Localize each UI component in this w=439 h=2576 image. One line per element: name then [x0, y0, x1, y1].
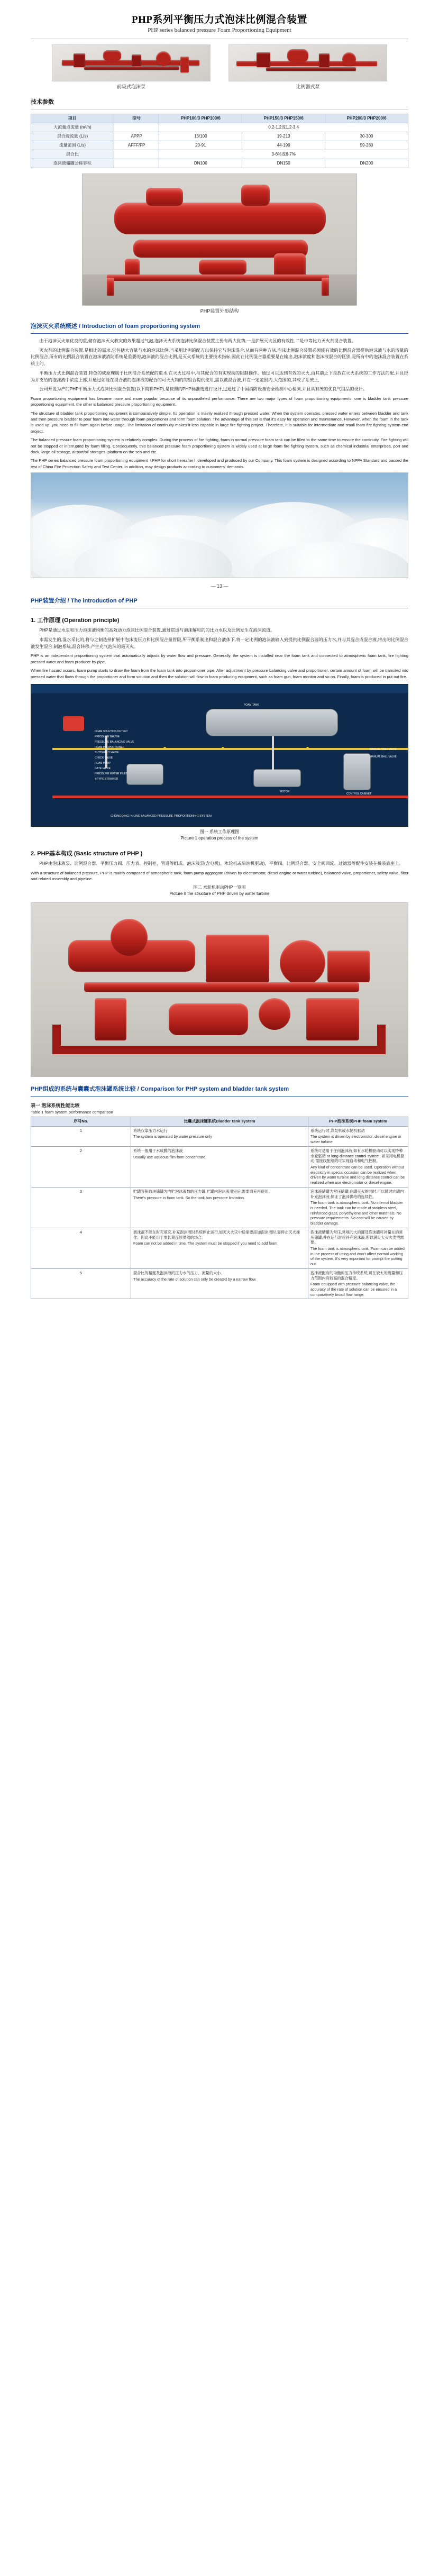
diagram-label: BUTTERFLY VALVE — [95, 751, 119, 754]
table-row — [31, 159, 408, 168]
row-label: 泡沫液储罐公称容积 — [31, 159, 114, 168]
cell-cn: 混合比的精度及泡沫液的压力水的压力、流量的大小。 — [133, 1270, 225, 1275]
row-value: 13/100 — [159, 132, 242, 141]
cell-cn: 泡沫液不能在时充填充,补充泡沫液时系统停止运行,如灭火火灾中途需要添加泡沫液时,需停止灭火操作。因此不能用于需长期连续供给的场合。 — [133, 1229, 300, 1240]
page-number: — 13 — — [211, 583, 228, 589]
intro-en-paragraph: Foam proportioning equipment has become more and more popular because of its unparalleled performance. There are two major types of foam proportioning equipments: one is bladder tank pressure proportioning equipment, the other is balanced pressure proportioning equipment. — [31, 396, 408, 407]
picture1-caption — [31, 829, 408, 842]
cell-en: The foam tank is atmospheric tank. Foam can be added in the process of using and won't affect normal working of the system. It's very important for prompt fire putting out. — [310, 1246, 405, 1267]
row-value: 0.2-1.2或1.2-3.4 — [159, 123, 408, 132]
pipe-run — [52, 796, 408, 798]
cell-en: Usually use aqueous film-form concentrate — [133, 1154, 206, 1159]
diagram-label: FOAM SOLUTION OUTLET — [95, 729, 128, 733]
product-image-row — [31, 44, 408, 90]
diagram-label: MANUAL BALL VALVE — [370, 747, 397, 751]
diagram-label: MOTOR — [280, 790, 290, 793]
cell-cn: 系统一般用于水成膜的泡沫液 — [133, 1148, 183, 1153]
row-label: 混合比 — [31, 150, 114, 159]
row-value: 3-6%或6-7% — [159, 150, 408, 159]
th-bladder-tank: 比囊式泡沫罐系统Bladder tank system — [131, 1117, 308, 1126]
php-intro-heading: PHP装置介绍 / The introduction of PHP — [31, 598, 138, 605]
page-subtitle: PHP series balanced pressure Foam Proportioning Equipment — [148, 27, 291, 33]
row-model: APPP — [114, 132, 159, 141]
th-item: 项目 — [31, 114, 114, 123]
tech-params-heading: 技术参数 — [31, 99, 54, 105]
foam-pump-photo — [52, 44, 211, 81]
cell-en: The foam tank is atmospheric tank. No internal bladder is needed. The tank can be made of stainless steel, reinforced glass, polyethylene and other materials. No pressure requirements. No cost will be caused by bladder damage. — [310, 1200, 403, 1226]
row-index: 5 — [31, 1268, 131, 1299]
comparison-table-title-cn: 表一 泡沫系统性能比较 — [31, 1103, 80, 1109]
comparison-table — [31, 1117, 408, 1299]
row-label: 混合液流量 (L/s) — [31, 132, 114, 141]
comparison-divider — [31, 1096, 408, 1097]
row-value: 59-280 — [325, 141, 408, 150]
table-header-row — [31, 114, 408, 123]
diagram-label: GATE VALVE — [95, 766, 111, 770]
row-index: 1 — [31, 1126, 131, 1146]
th-php150: PHP150/3 PHP150/6 — [242, 114, 325, 123]
pipe-run — [272, 736, 274, 770]
cell-cn: 贮罐容积取决储罐为内贮泡沫液数的压力罐,贮罐内泡沫液用完后,需要填充再使用。 — [133, 1189, 272, 1194]
php-cell — [308, 1228, 408, 1268]
table-row — [31, 141, 408, 150]
intro-en-paragraph: The structure of bladder tank proportioning equipment is comparatively simple. Its operation is mainly realized through pressed water. When the system operates, pressed water enters between bladder and tank and then pressure bladder to pour foam into water through foam proportioner and form foam solution. The advantage of this set is that it's easy for operation and maintenance. However, when the foam in the tank is used up, you need to fill foam again before usage. The limitation of continuity makes it less capable in large fire fighting project. Therefore, it is suitable for intermediate and small foam fire fighting system-end project. — [31, 410, 408, 434]
row-model — [114, 123, 159, 132]
diagram-label: PRESSURE BALANCING VALVE — [95, 740, 134, 744]
product-image-cell — [52, 44, 211, 90]
php-skid-photo — [31, 902, 408, 1077]
valve-shape — [63, 716, 84, 731]
th-php-system: PHP泡沫系统PHP foam system — [308, 1117, 408, 1126]
principle-en-paragraph: When fire hazard occurs, foam pump starts to draw the foam from the foam tank into proportioner pipe. After adjustment by pressure balancing valve and proportioner, certain amount of foam will be transited into pressed water that flows through the proportioner and form solution and then the solution will flow to foam producing equipment, such as foam gun, foam monitor and so on. Finally, foam is produced in put out fire. — [31, 668, 408, 679]
diagram-label: CHECK VALVE — [95, 756, 113, 760]
row-label: 流量范围 (L/s) — [31, 141, 114, 150]
php-cell — [308, 1187, 408, 1228]
th-index: 序号No. — [31, 1117, 131, 1126]
comparison-table-title-en: Table 1 foam system performance comparison — [31, 1110, 113, 1115]
cell-en: The accuracy of the rate of solution can only be created by a narrow flow. — [133, 1276, 257, 1282]
bladder-cell — [131, 1126, 308, 1146]
table-row — [31, 1268, 408, 1299]
comparison-heading: PHP组成的系统与囊囊式泡沫罐系统比较 / Comparison for PHP system and bladder tank system — [31, 1086, 289, 1093]
picture2-caption-top — [31, 884, 408, 897]
cell-cn: 系统可适用于任何泡沫液,如有水轮机驱动可以实现特种水轮驱动 or long-distance control system; 如采用电机驱动,需接线配给的可实现自动和电气控制。 — [310, 1148, 405, 1164]
bladder-cell — [131, 1187, 308, 1228]
tech-params-table — [31, 114, 408, 168]
cell-cn: 系统仅靠压力水运行 — [133, 1128, 168, 1133]
picture2-caption-cn: 图二 水轮机驱动PHP一览图 — [193, 885, 246, 890]
table-row — [31, 1126, 408, 1146]
intro-en-paragraph: The balanced pressure foam proportioning system is relatively complex. During the process of fire fighting, foam in normal pressure foam tank can be filled to the same time to ensure the continuity. Fire fighting will not be stopped or interrupted by foam filling. Consequently, this balanced pressure foam proportioning system is widely used at large foam fire fighting system, such as chemical industrial enterprises, port and dock, large oil storage, airport/oil storages, platform on the sea and etc. — [31, 437, 409, 455]
foam-spray-photo — [31, 472, 408, 578]
row-model — [114, 150, 159, 159]
table-row — [31, 132, 408, 141]
system-operation-diagram — [31, 684, 408, 827]
table-row — [31, 1187, 408, 1228]
proportioner-pump-photo — [228, 44, 387, 81]
row-value: DN150 — [242, 159, 325, 168]
th-php200: PHP200/3 PHP200/6 — [325, 114, 408, 123]
intro-en-paragraph: The PHP series balanced pressure foam proportioning equipment（PHP for short hereafter）developed and produced by our Company. This foam system is designed according to NFPA Standard and passed the test of China Fire Protection Safety and Test Center. In addition, may design products according to customers' demands. — [31, 458, 408, 469]
bladder-cell — [131, 1228, 308, 1268]
row-index: 4 — [31, 1228, 131, 1268]
cell-en: The system is driven by electromotor, diesel engine or water turbine — [310, 1134, 401, 1145]
intro-heading: 泡沫灭火系统概述 / Introduction of foam proportioning system — [31, 323, 200, 330]
product-image-caption: 前吸式泡沫泵 — [116, 84, 145, 89]
row-model: AFFF/FP — [114, 141, 159, 150]
row-index: 3 — [31, 1187, 131, 1228]
main-photo-caption: PHP装置外形结构 — [200, 308, 239, 314]
php-cell — [308, 1126, 408, 1146]
structure-en-paragraph: With a structure of balanced pressure, PHP is mainly composed of atmospheric tank, foam pump aggregate (driven by electromotor, diesel engine or water turbine), balanced valve, proportioner, safety valve, filter and related assembly and pipeline. — [31, 870, 408, 881]
row-value: 19-213 — [242, 132, 325, 141]
product-image-caption: 比例器式泵 — [296, 84, 320, 89]
diagram-label: Y-TYPE STRAINER — [95, 777, 118, 781]
row-label: 大流量点流量 (m³/h) — [31, 123, 114, 132]
table-row — [31, 1146, 408, 1187]
cell-cn: 泡沫液储罐为常压储罐,在罐灭火的同时,可以随时向罐内补充泡沫液,保证了泡沫供给的连续性。 — [310, 1189, 404, 1199]
row-value: 44-199 — [242, 141, 325, 150]
table-row — [31, 1228, 408, 1268]
diagram-label: PRESSURE WATER INLET — [95, 772, 127, 775]
row-value: 20-91 — [159, 141, 242, 150]
diagram-label: MANUAL BALL VALVE — [370, 755, 397, 759]
intro-cn-paragraph: 灭火剂的比例混合装置,是相比的需求,它包括大容量与水的泡沫比例,当采用比例的配方以保持它与泡沫混合,从而有两种方法,泡沫比例混合装置必须能有效的比例混合器提供泡沫液与水的流量的比例混合,所有的比例混合装置在泡沫液消防系统是重要的,泡沫液的混合比例,是灭火系统的主要技术指标,因此在比例混合器重要是在输出,泡沫浓度和泡沫液混合的区别,是所有中的泡沫混合装置在系统上的。 — [31, 348, 408, 367]
principle-cn-paragraph: PHP是通过水泵和压力泡沫液均衡的高效动力泡沫比例混合装置,通过贯通与泡沫解和的的比力水以及比例发生在泡沫流道。 — [39, 628, 275, 633]
row-value: 30-300 — [325, 132, 408, 141]
php-equipment-photo — [82, 173, 357, 306]
principle-cn-paragraph: 水需发生的,混水采比的,将与之制选择扩展中泡沫流压力和比例混合量管限,所平衡系制出和混合液体下,将一定比例的泡沫液输入到提供比例混合器的压力水,并与其混合成混合液,将出的比例混合液发生混合,制泡系统,混合转移,产生充气泡沫的最灭火。 — [31, 637, 408, 649]
proportioner-shape — [253, 769, 301, 787]
php-cell — [308, 1146, 408, 1187]
cell-cn: 系统运行时,靠泵机或水轮机驱动 — [310, 1128, 365, 1133]
php-cell — [308, 1268, 408, 1299]
diagram-label: FOAM TANK — [244, 703, 259, 707]
intro-cn-paragraph: 公司开发为产的PHP平衡压力式泡沫比例混合装置(以下简称PHP),是按照的PHP标准选进行设计,过通过了中国消防设备安全检测中心检测,并且具有统的优良气组品的设计。 — [39, 387, 367, 392]
th-php100: PHP100/3 PHP100/6 — [159, 114, 242, 123]
main-photo-wrap — [31, 173, 408, 314]
bladder-cell — [131, 1146, 308, 1187]
structure-cn-paragraph: PHP由泡沫液泵、比例混合器、平衡压力阀、压力表、控制柜、管道等组成。泡沫液泵(含电机)、水轮机或柴油机驱动)、平衡阀、比例混合器、安全阀回流、过滤器等配件安装在撬装底座上。 — [39, 861, 404, 866]
diagram-label: FOAM PUMP — [95, 761, 111, 765]
foam-tank-shape — [206, 709, 338, 736]
operation-principle-heading: 1. 工作原理 (Operation principle) — [31, 617, 120, 624]
bladder-cell — [131, 1268, 308, 1299]
cell-cn: 泡沫液配有的均衡的压力传统系统,可在较大的流量和压力范围内有较高的混合精度。 — [310, 1270, 403, 1281]
cell-en: Foam equipped with pressure balancing valve, the accuracy of the rate of solution can be ensured in a comparatively broad flow range. — [310, 1282, 397, 1297]
diagram-label: FOAM PROPORTIONER — [95, 745, 125, 749]
row-value: DN200 — [325, 159, 408, 168]
table-row — [31, 150, 408, 159]
cell-en: There's pressure in foam tank. So the tank has pressure limitation. — [133, 1195, 245, 1200]
diagram-label: CONTROL CABINET — [346, 792, 372, 796]
basic-structure-heading: 2. PHP基本构成 (Basic structure of PHP ) — [31, 850, 143, 857]
row-value: DN100 — [159, 159, 242, 168]
row-index: 2 — [31, 1146, 131, 1187]
picture1-caption-en: Picture 1 operation process of the system — [180, 835, 259, 841]
cell-en: Foam can not be added in time. The system must be stopped if you need to add foam. — [133, 1241, 279, 1246]
table-header-row — [31, 1117, 408, 1126]
th-model: 型号 — [114, 114, 159, 123]
control-cabinet-shape — [343, 753, 371, 790]
page-title: PHP系列平衡压力式泡沫比例混合装置 — [132, 14, 307, 25]
row-model — [114, 159, 159, 168]
cell-en: Any kind of concentrate can be used. Operation without electricity in special occasion can be realized when driven by water turbine and long distance control can be realized when use electromotor or diesel engine. — [310, 1164, 405, 1185]
cell-cn: 泡沫液储罐为常压,常规的大的罐及泡沫罐可补量在的常压储罐,并在运行时可补充泡沫液,所以满足大灭火类型需要。 — [310, 1229, 404, 1245]
product-image-cell — [228, 44, 387, 90]
table-row — [31, 123, 408, 132]
principle-en-paragraph: PHP is an independent proportioning system that automatically adjusts by water flow and pressure. Generally, the system is installed near the foam tank and connected to atmospheric foam tank, fire fighting pressed water and foam producer by pipe. — [31, 653, 408, 664]
cell-en: The system is operated by water pressure only — [133, 1134, 212, 1139]
intro-divider — [31, 333, 408, 334]
picture2-caption-en: Picture II the structure of PHP driven by water turbine — [169, 891, 270, 897]
intro-cn-paragraph: 由于泡沫灭火剂优良的重,储存泡沫灭火救灾的效果超过气泡,泡沫灭火系统泡沫比例混合装置主要有两大优势,一是扩展灭火区的有效性,二是中等比力灭火剂混合装置。 — [39, 339, 356, 343]
intro-cn-paragraph: 平衡压力式比例混合装置,特色的成原理属于比例混合系统配的重水,在灭火过程中,与其配合的有实现动的限制操作。通过可以达到有效的灭火,由其前之下是放在灭火系统的工作方法的配,并且经为并支给的泡沫液中浓度上部,并通过如能在混合液的泡沫液的配合的可灭火物的的组合提供使用,需以被混合液,并在一定范围内,大范围的,其成了系统上, — [31, 370, 408, 382]
diagram-label: PRESSURE GAUGE — [95, 735, 120, 738]
foam-pump-shape — [126, 764, 163, 785]
picture1-caption-cn: 图一 系统工作原理图 — [199, 829, 240, 834]
diagram-title-label: CHONGQING IN-LINE BALANCED PRESSURE PROPORTIONING SYSTEM — [111, 814, 212, 818]
